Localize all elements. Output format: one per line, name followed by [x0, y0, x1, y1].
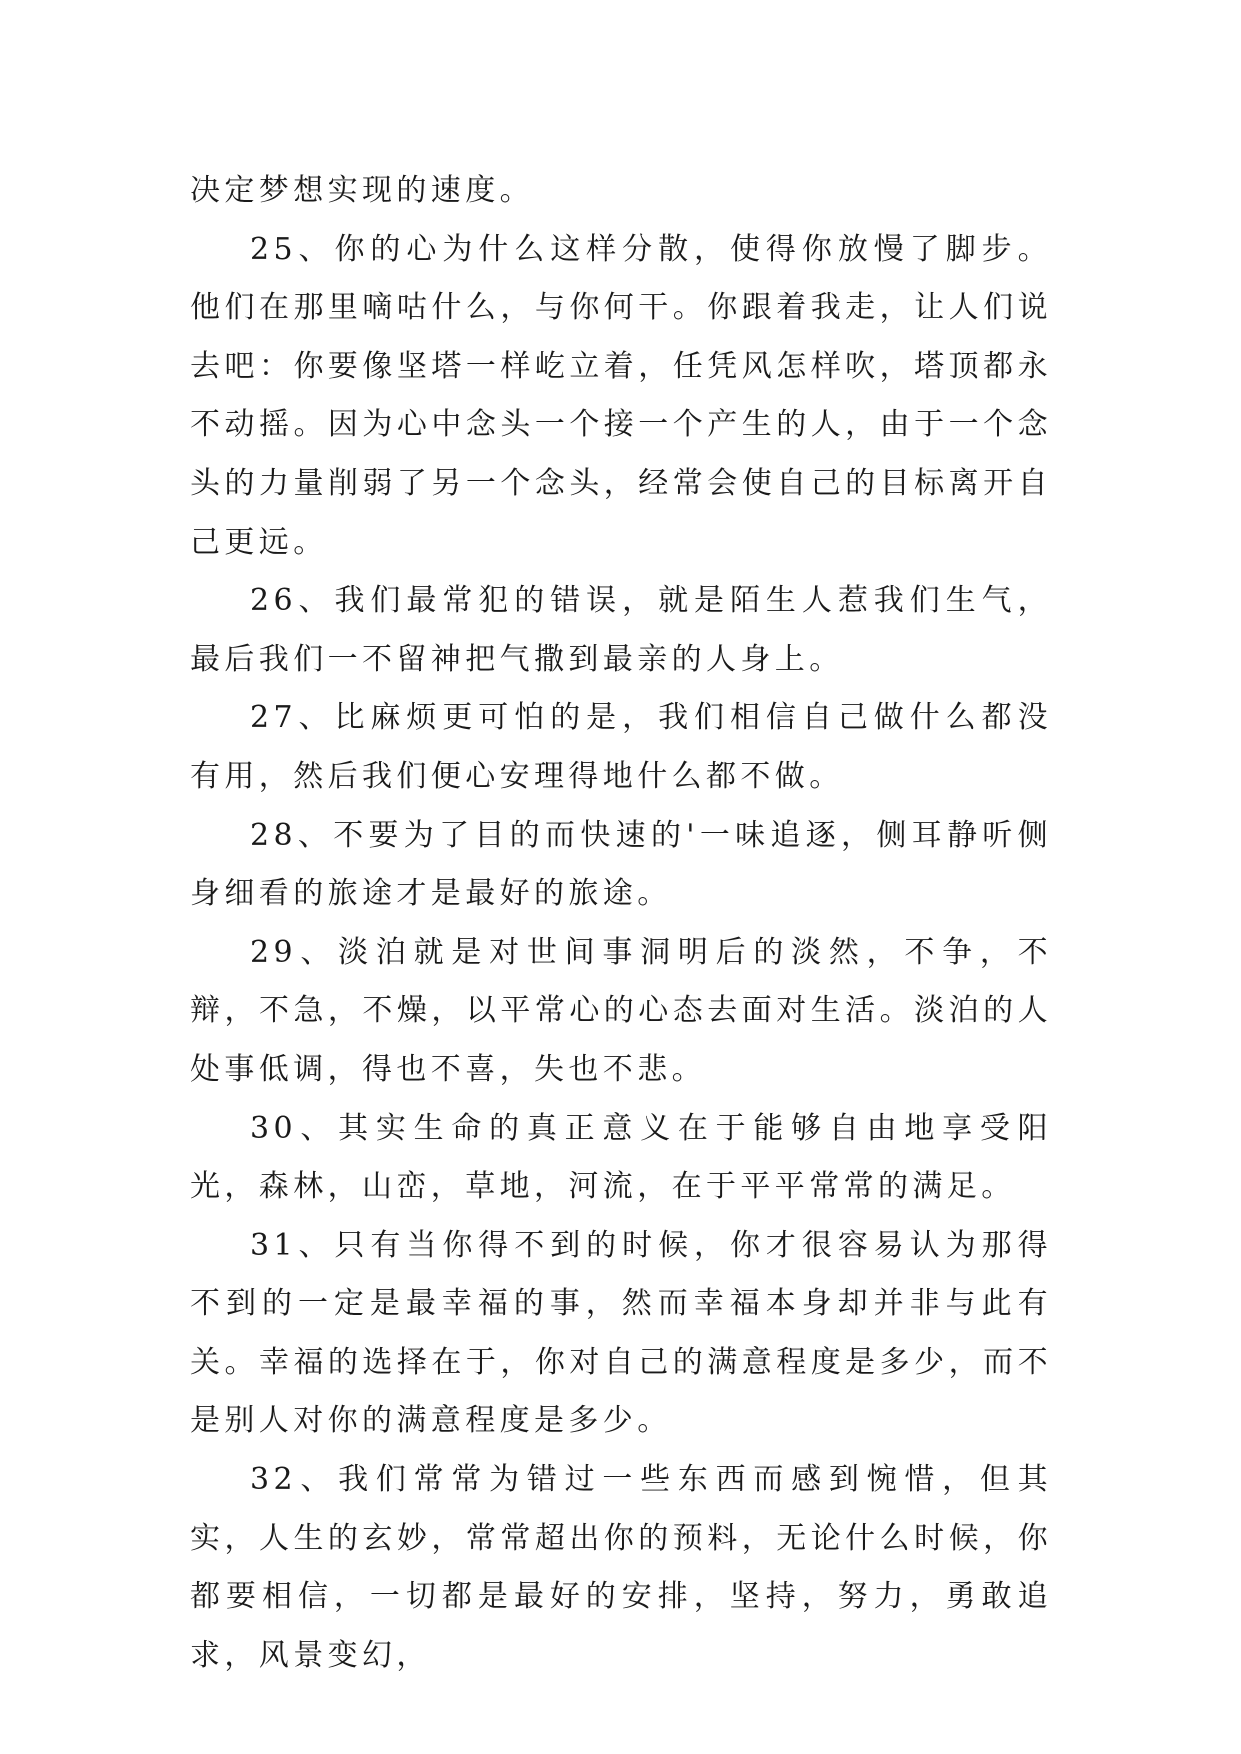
paragraph-29: 29、淡泊就是对世间事洞明后的淡然，不争，不辩，不急，不燥，以平常心的心态去面对生活。淡泊的人处事低调，得也不喜，失也不悲。 [190, 934, 1052, 1087]
paragraph-26: 26、我们最常犯的错误，就是陌生人惹我们生气，最后我们一不留神把气撒到最亲的人身上。 [190, 583, 1052, 677]
paragraph-30: 30、其实生命的真正意义在于能够自由地享受阳光，森林，山峦，草地，河流，在于平平常常的满足。 [190, 1110, 1052, 1205]
paragraph-25: 25、你的心为什么这样分散，使得你放慢了脚步。他们在那里嘀咕什么，与你何干。你跟着我走，让人们说去吧：你要像坚塔一样屹立着，任凭风怎样吹，塔顶都永不动摇。因为心中念头一个接一个产生的人，由于一个念头的力量削弱了另一个念头，经常会使自己的目标离开自己更远。 [190, 231, 1052, 560]
continued-paragraph: 决定梦想实现的速度。 [190, 173, 534, 208]
paragraph-27: 27、比麻烦更可怕的是，我们相信自己做什么都没有用，然后我们便心安理得地什么都不做。 [190, 700, 1052, 794]
paragraph-32: 32、我们常常为错过一些东西而感到惋惜，但其实，人生的玄妙，常常超出你的预料，无论什么时候，你都要相信，一切都是最好的安排，坚持，努力，勇敢追求，风景变幻， [190, 1462, 1052, 1673]
paragraph-28: 28、不要为了目的而快速的'一味追逐，侧耳静听侧身细看的旅途才是最好的旅途。 [190, 817, 1052, 912]
paragraph-31: 31、只有当你得不到的时候，你才很容易认为那得不到的一定是最幸福的事，然而幸福本身却并非与此有关。幸福的选择在于，你对自己的满意程度是多少，而不是别人对你的满意程度是多少。 [190, 1227, 1052, 1439]
document-body [190, 162, 1052, 1685]
